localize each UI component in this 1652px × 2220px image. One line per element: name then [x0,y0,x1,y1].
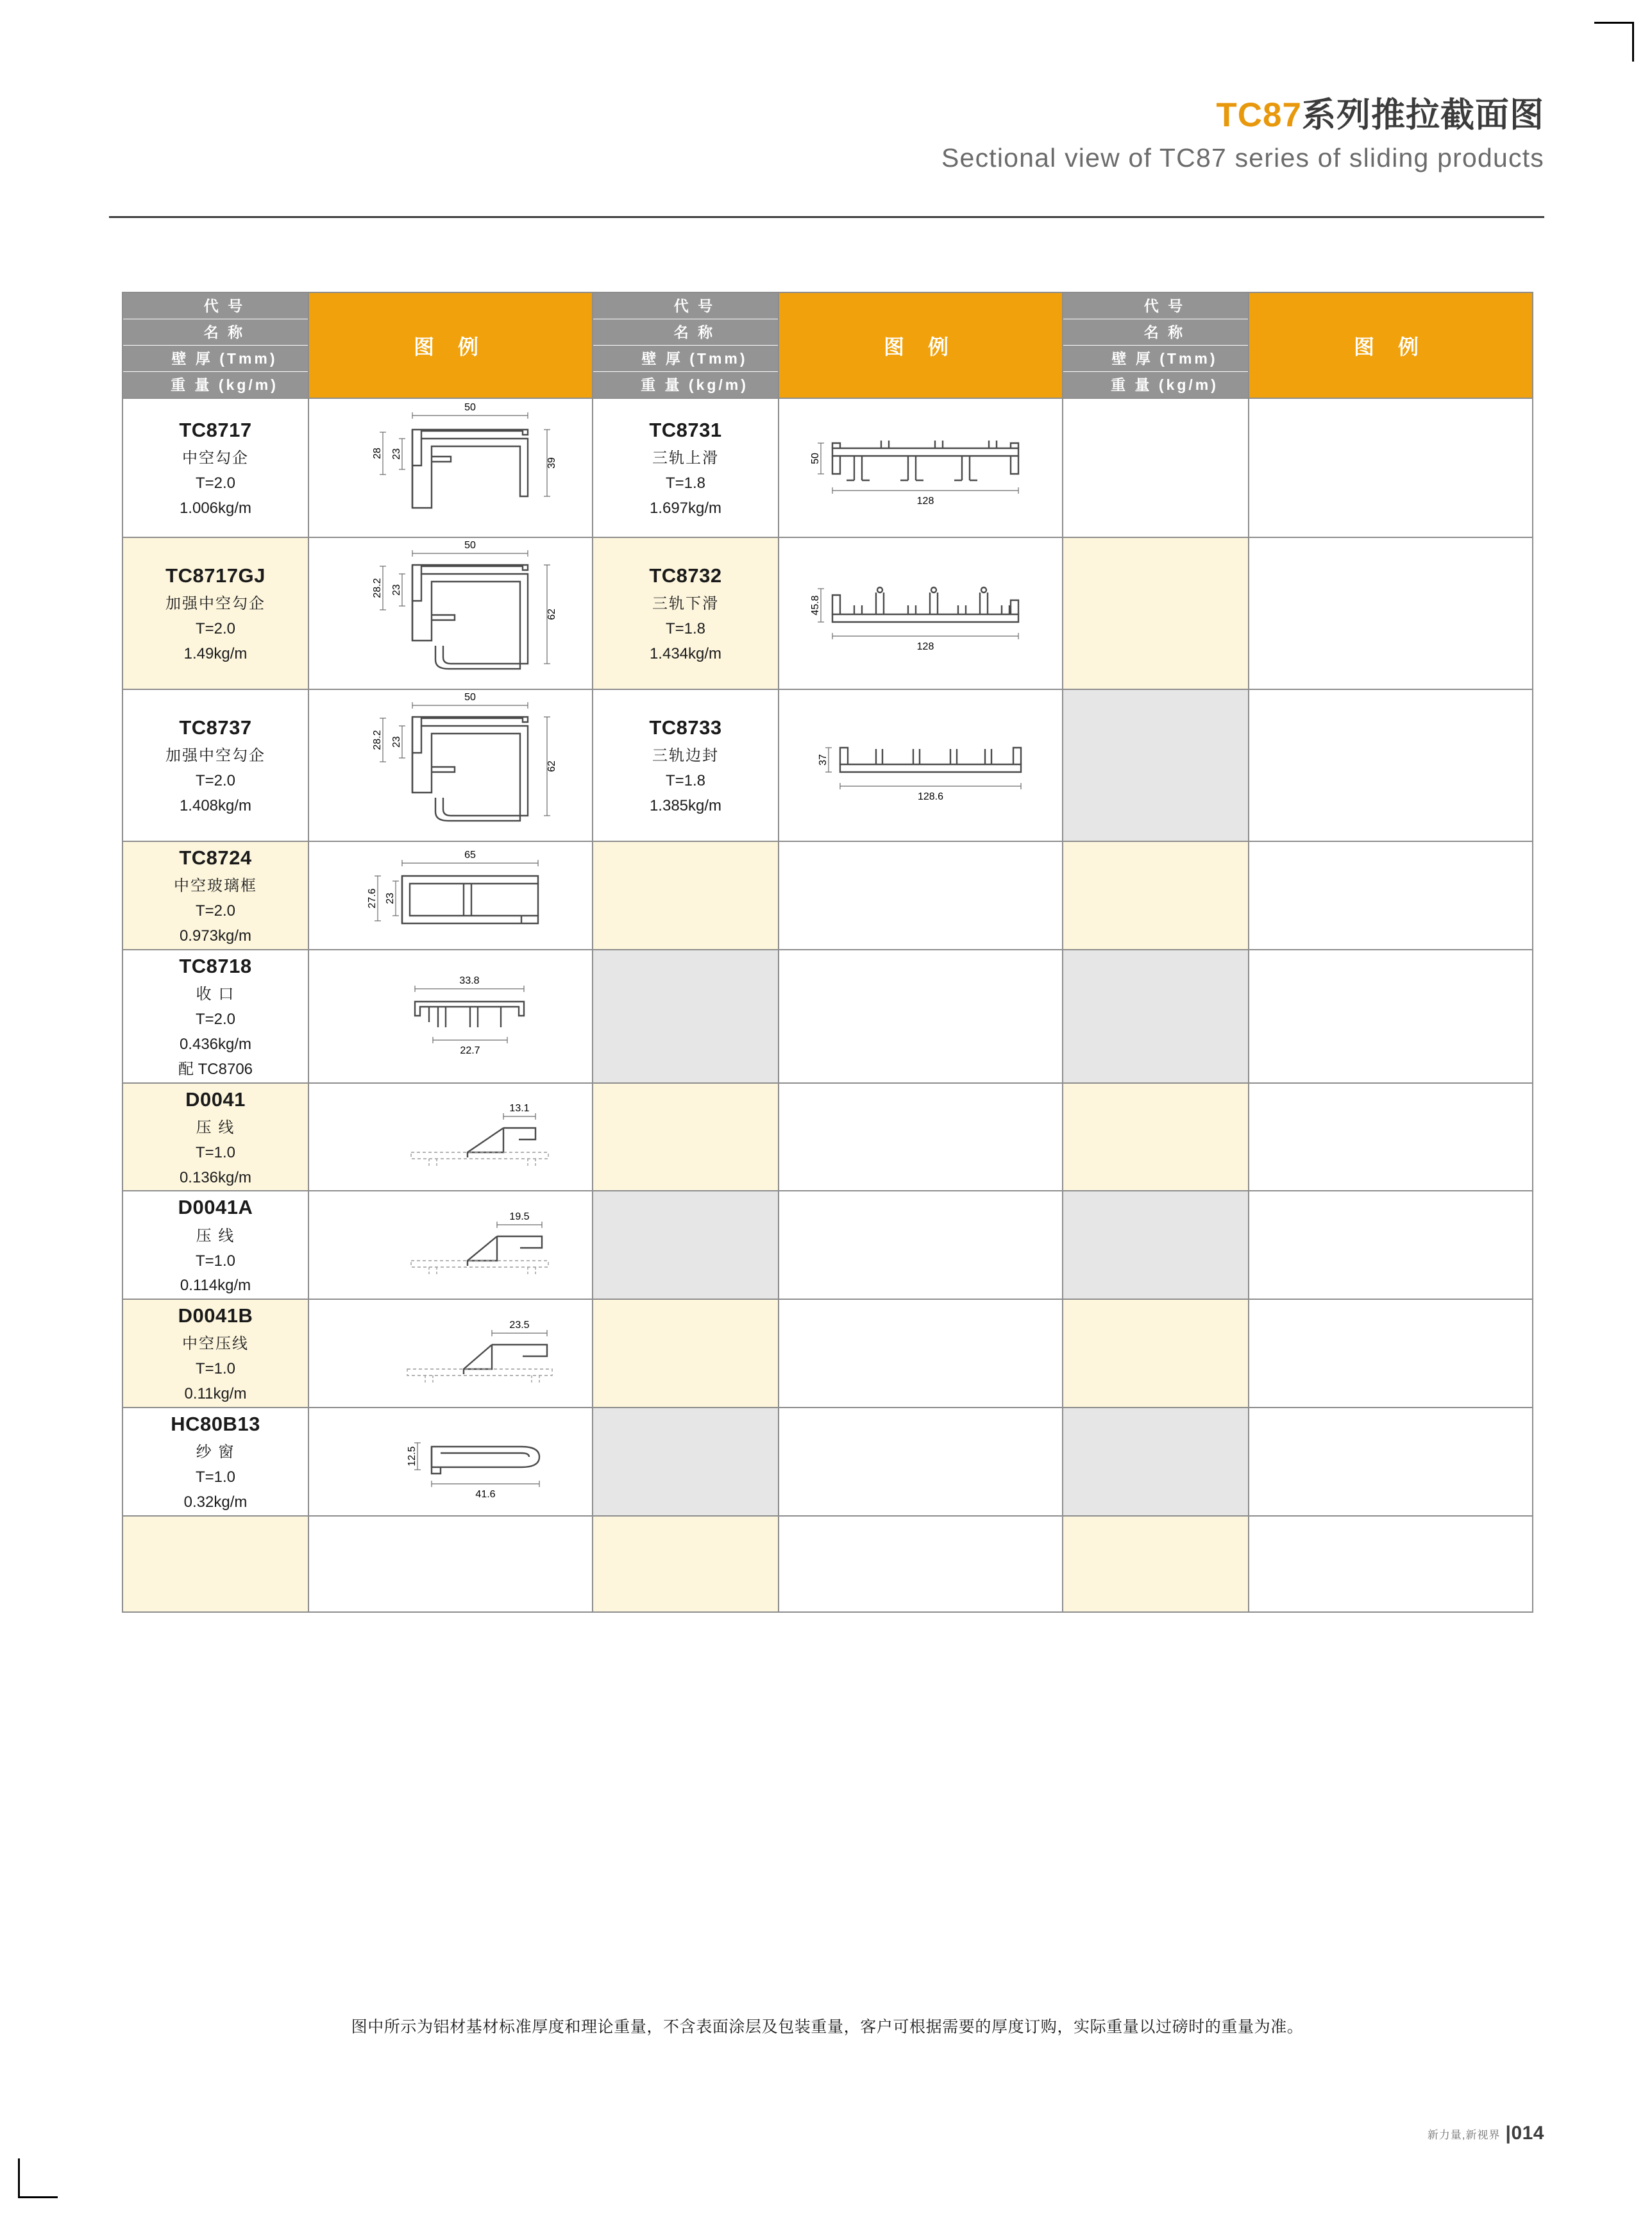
profile-name: 纱 窗 [196,1443,235,1461]
table-row [122,689,1533,841]
header-label-cell-2 [593,292,779,398]
table-header-row [122,292,1533,398]
table-row [122,1299,1533,1408]
profile-label-cell [593,689,779,841]
profile-figure-cell [779,689,1063,841]
svg-text:28.2: 28.2 [371,578,383,598]
profile-name: 三轨边封 [652,747,719,765]
profile-label-cell [593,1191,779,1299]
profile-label-cell [122,398,308,537]
profile-thickness: T=2.0 [195,475,236,492]
profile-label-cell [122,537,308,689]
profile-label-cell [1063,950,1249,1083]
svg-text:23: 23 [391,584,402,596]
svg-text:65: 65 [464,850,476,861]
svg-text:39: 39 [546,457,557,469]
profile-diagram-tc8731 [779,421,1062,514]
svg-text:50: 50 [464,540,476,551]
profile-code: HC80B13 [171,1413,260,1436]
svg-text:19.5: 19.5 [509,1211,530,1223]
header-divider [109,216,1544,218]
profile-weight: 1.408kg/m [179,797,252,815]
svg-text:33.8: 33.8 [459,975,480,986]
profile-label-cell [1063,537,1249,689]
header-label-line-1: 代 号 [1063,293,1248,319]
profile-figure-cell [308,398,593,537]
profile-label-cell [593,1516,779,1612]
profile-table-body [122,292,1533,1612]
profile-thickness: T=2.0 [195,620,236,638]
profile-diagram-d0041b [309,1310,592,1397]
profile-code: TC8731 [649,419,722,442]
svg-text:50: 50 [809,453,821,464]
profile-figure-cell [1249,950,1533,1083]
profile-diagram-d0041 [309,1093,592,1180]
profile-diagram-tc8732 [779,567,1062,660]
profile-code: TC8717GJ [165,564,266,587]
profile-label-cell [122,1408,308,1516]
profile-figure-cell [1249,537,1533,689]
profile-figure-cell [308,1191,593,1299]
table-row [122,950,1533,1083]
profile-code: D0041 [185,1088,246,1111]
profile-label-cell [1063,1191,1249,1299]
profile-label-cell [1063,398,1249,537]
svg-text:50: 50 [464,692,476,703]
profile-code: TC8737 [179,716,252,739]
table-row [122,1083,1533,1191]
header-label-line-4: 重 量 (kg/m) [171,376,278,393]
profile-figure-cell [308,689,593,841]
profile-label-cell [1063,841,1249,950]
profile-label-cell [593,841,779,950]
profile-figure-cell [1249,1299,1533,1408]
profile-label-cell [122,1299,308,1408]
profile-figure-cell [779,950,1063,1083]
profile-thickness: T=1.0 [195,1468,236,1486]
svg-text:27.6: 27.6 [366,888,378,909]
header-figure-cell-3: 图 例 [1249,292,1533,398]
header-figure-cell-2: 图 例 [779,292,1063,398]
header-label-line-3: 壁 厚 (Tmm) [1063,346,1248,372]
profile-name: 中空压线 [182,1335,249,1353]
profile-label-cell [593,1408,779,1516]
profile-label-cell [122,1083,308,1191]
profile-figure-cell [308,537,593,689]
profile-diagram-tc8724 [309,844,592,946]
profile-label-cell [1063,1516,1249,1612]
header-label-line-4: 重 量 (kg/m) [641,376,748,393]
header-label-line-3: 壁 厚 (Tmm) [123,346,308,372]
profile-figure-cell [1249,1191,1533,1299]
profile-figure-cell [308,841,593,950]
profile-weight: 0.114kg/m [180,1277,251,1295]
profile-figure-cell [1249,689,1533,841]
profile-thickness: T=2.0 [195,772,236,790]
profile-figure-cell [308,950,593,1083]
header-label-line-2: 名 称 [123,319,308,346]
profile-name: 加强中空勾企 [165,747,266,765]
profile-thickness: T=1.8 [665,772,706,790]
profile-code: TC8718 [179,954,252,977]
profile-code: D0041B [178,1304,253,1327]
profile-label-cell [1063,1299,1249,1408]
page-footer [1428,2123,1544,2144]
profile-diagram-tc8737 [309,690,592,841]
profile-figure-cell [308,1299,593,1408]
profile-thickness: T=1.0 [195,1360,236,1378]
crop-mark-top-right-h [1594,22,1634,24]
profile-label-cell [122,1191,308,1299]
profile-label-cell [1063,1083,1249,1191]
profile-figure-cell [779,1299,1063,1408]
profile-diagram-tc8718 [309,968,592,1064]
page-title-cn-rest: 系列推拉截面图 [1302,96,1544,134]
profile-figure-cell [308,1083,593,1191]
page-title-cn-highlight: TC87 [1216,96,1302,134]
header-label-line-1: 代 号 [123,293,308,319]
profile-figure-cell [779,1191,1063,1299]
profile-name: 中空玻璃框 [174,877,257,895]
brand-slogan: 新力量,新视界 [1427,2129,1501,2141]
profile-figure-cell [779,537,1063,689]
profile-name: 压 线 [196,1227,235,1245]
profile-name: 三轨上滑 [652,450,719,467]
profile-figure-cell [779,841,1063,950]
profile-name: 三轨下滑 [652,595,719,613]
profile-label-cell [122,689,308,841]
svg-text:62: 62 [546,761,557,772]
profile-label-cell [1063,689,1249,841]
profile-figure-cell [779,1083,1063,1191]
profile-weight: 1.385kg/m [649,797,722,815]
profile-code: TC8733 [649,716,722,739]
svg-text:41.6: 41.6 [475,1488,496,1500]
header-label-cell-3 [1063,292,1249,398]
profile-figure-cell [779,398,1063,537]
table-row [122,537,1533,689]
profile-weight: 1.434kg/m [649,645,722,663]
table-row [122,1191,1533,1299]
svg-text:128.6: 128.6 [917,791,943,802]
profile-weight: 1.006kg/m [179,500,252,517]
profile-diagram-hc80b13 [309,1417,592,1507]
table-row [122,1516,1533,1612]
page-number: |014 [1505,2123,1544,2144]
profile-code: TC8724 [179,846,252,869]
profile-weight: 0.436kg/m [179,1035,252,1053]
table-row [122,841,1533,950]
svg-text:28: 28 [371,448,383,459]
svg-text:28.2: 28.2 [371,730,383,750]
profile-label-cell [122,950,308,1083]
crop-mark-bottom-left-v [18,2158,20,2198]
profile-thickness: T=1.8 [665,620,706,638]
header-label-line-4: 重 量 (kg/m) [1111,376,1218,393]
footnote: 图中所示为铝材基材标准厚度和理论重量，不含表面涂层及包装重量，客户可根据需要的厚度订购，实际重量以过磅时的重量为准。 [351,2018,1304,2036]
svg-text:128: 128 [916,641,934,652]
table-row [122,1408,1533,1516]
svg-text:62: 62 [546,609,557,620]
profile-weight: 0.32kg/m [183,1493,248,1511]
profile-code: TC8732 [649,564,722,587]
profile-figure-cell [1249,1083,1533,1191]
profile-diagram-tc8717 [309,399,592,537]
header-label-line-2: 名 称 [593,319,778,346]
profile-label-cell [593,398,779,537]
profile-label-cell [593,1299,779,1408]
svg-text:22.7: 22.7 [459,1045,480,1056]
profile-figure-cell [1249,1516,1533,1612]
svg-text:23.5: 23.5 [509,1320,530,1331]
profile-figure-cell [779,1516,1063,1612]
profile-code: TC8717 [179,419,252,442]
profile-name: 中空勾企 [182,450,249,467]
svg-text:37: 37 [817,754,829,766]
table-row [122,398,1533,537]
profile-weight: 0.973kg/m [179,927,252,945]
profile-name: 收 口 [196,986,235,1004]
crop-mark-bottom-left-h [18,2196,58,2198]
profile-weight: 1.49kg/m [183,645,248,663]
header-label-cell-1 [122,292,308,398]
profile-figure-cell [308,1408,593,1516]
profile-figure-cell [1249,1408,1533,1516]
header-label-line-2: 名 称 [1063,319,1248,346]
svg-text:12.5: 12.5 [406,1445,417,1467]
svg-text:23: 23 [384,893,396,905]
profile-figure-cell [1249,841,1533,950]
profile-figure-cell [779,1408,1063,1516]
profile-figure-cell [1249,398,1533,537]
profile-label-cell [593,537,779,689]
profile-name: 加强中空勾企 [165,595,266,613]
profile-label-cell [122,841,308,950]
svg-text:13.1: 13.1 [509,1103,530,1114]
profile-name: 压 线 [196,1118,235,1136]
profile-label-cell [593,1083,779,1191]
profile-table-wrapper [122,292,1533,1613]
profile-code: D0041A [178,1196,253,1219]
header-label-line-1: 代 号 [593,293,778,319]
page-title-cn [109,96,1544,135]
profile-diagram-tc8717gj [309,538,592,689]
profile-weight: 0.136kg/m [179,1168,252,1186]
profile-thickness: T=2.0 [195,1010,236,1028]
svg-text:23: 23 [391,448,402,460]
page-header [109,96,1544,173]
profile-table [122,292,1533,1613]
profile-extra: 配 TC8706 [178,1060,253,1078]
profile-thickness: T=1.8 [665,475,706,492]
profile-thickness: T=1.0 [195,1252,236,1270]
crop-mark-top-right-v [1632,22,1634,62]
header-figure-cell-1: 图 例 [308,292,593,398]
profile-weight: 0.11kg/m [184,1385,247,1403]
svg-text:128: 128 [916,496,934,507]
profile-diagram-tc8733 [779,722,1062,809]
svg-text:23: 23 [391,736,402,748]
profile-label-cell [122,1516,308,1612]
page-title-en: Sectional view of TC87 series of sliding products [941,142,1544,172]
svg-text:50: 50 [464,402,476,413]
profile-weight: 1.697kg/m [649,500,722,517]
profile-figure-cell [308,1516,593,1612]
profile-label-cell [593,950,779,1083]
profile-diagram-d0041a [309,1202,592,1288]
svg-text:45.8: 45.8 [809,595,821,616]
profile-thickness: T=1.0 [195,1143,236,1161]
header-label-line-3: 壁 厚 (Tmm) [593,346,778,372]
profile-thickness: T=2.0 [195,902,236,920]
profile-label-cell [1063,1408,1249,1516]
